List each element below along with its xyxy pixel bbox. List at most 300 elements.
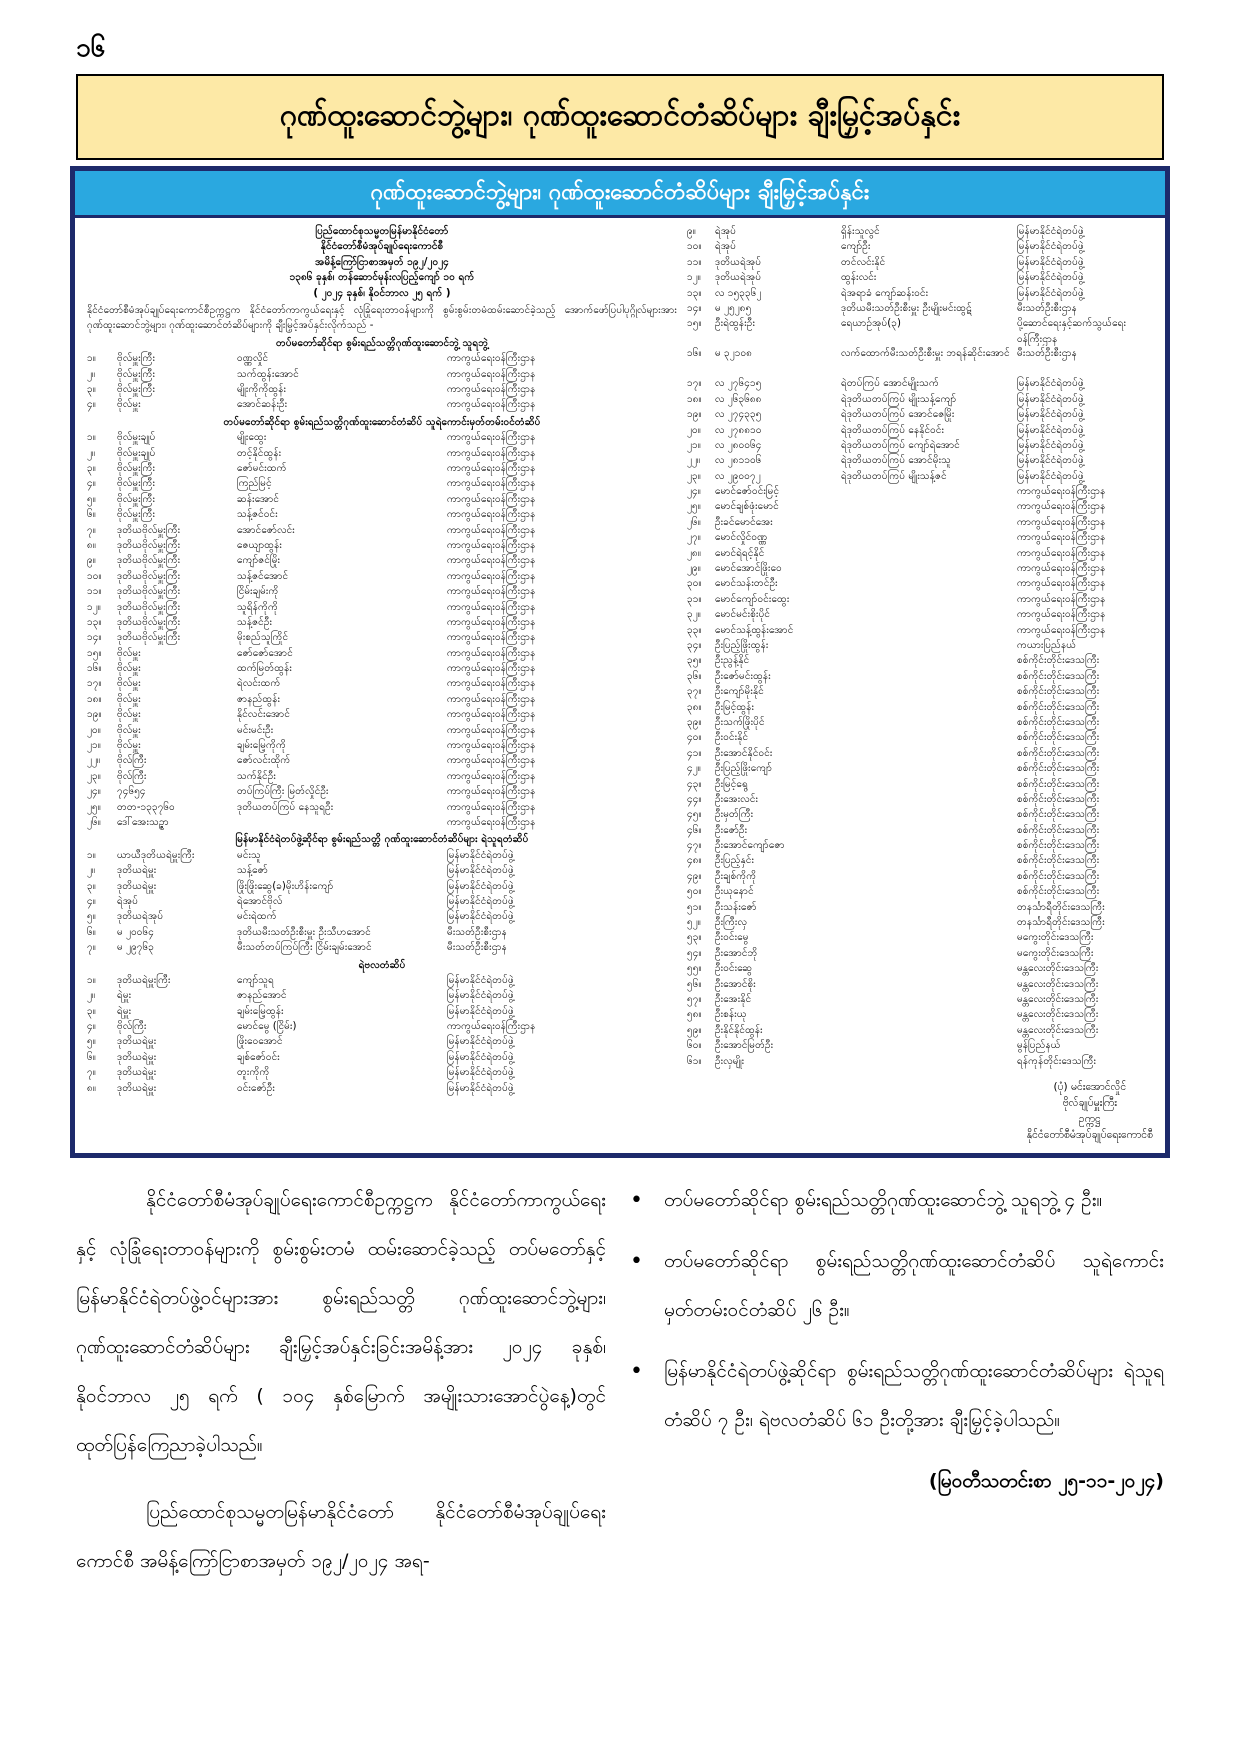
row-number: ၄၉။ [687, 870, 702, 882]
row-name: ကျော်ဦး [841, 241, 871, 253]
row-number: ၄။ [87, 399, 96, 411]
award-row [87, 848, 677, 863]
row-unit: မြန်မာနိုင်ငံရဲတပ်ဖွဲ့ [447, 1036, 514, 1048]
award-row [687, 992, 1157, 1007]
award-row [87, 446, 677, 461]
row-number: ၁၈။ [87, 693, 102, 705]
row-unit: မွန်ပြည်နယ် [1017, 1040, 1061, 1052]
award-row [687, 515, 1157, 530]
award-row [687, 392, 1157, 407]
row-number: ၄။ [87, 895, 96, 907]
row-name [841, 576, 1017, 591]
row-number: ၅၁။ [687, 901, 702, 913]
signature-line: ဗိုလ်ချုပ်မှူးကြီး [1062, 1097, 1117, 1109]
row-name [841, 746, 1017, 761]
row-rank: မောင်လှိုင်ဝဏ္ဏ [715, 532, 768, 544]
row-number: ၅။ [87, 1036, 96, 1048]
row-unit: ကာကွယ်ရေးဝန်ကြီးဌာန [1017, 547, 1106, 559]
row-rank: ဦးနိုင်နိုင်ထွန်း [715, 1024, 763, 1036]
row-unit: ကာကွယ်ရေးဝန်ကြီးဌာန [447, 616, 536, 628]
row-rank: ဒုတိယဗိုလ်မှူးကြီး [117, 570, 181, 582]
row-name [841, 992, 1017, 1007]
row-number: ၄၄။ [687, 793, 702, 805]
row-rank: ဗိုလ်မှူး [117, 709, 141, 721]
row-number: ၄၇။ [687, 840, 702, 852]
row-rank: ဦးညွန့်နိုင် [715, 655, 750, 667]
row-number: ၉။ [687, 226, 696, 237]
row-unit: စစ်ကိုင်းတိုင်းဒေသကြီး [1017, 655, 1100, 667]
clipping-header: ဂုဏ်ထူးဆောင်ဘွဲ့များ၊ ဂုဏ်ထူးဆောင်တံဆိပ်များ ချီးမြှင့်အပ်နှင်း [75, 171, 1165, 218]
row-unit: မြန်မာနိုင်ငံရဲတပ်ဖွဲ့ [1017, 424, 1084, 436]
row-unit: ကယားပြည်နယ် [1017, 639, 1077, 651]
row-number: ၁၈။ [687, 393, 702, 405]
row-rank: ဦးမှတ်ကြီး [715, 809, 754, 821]
award-row [87, 553, 677, 568]
award-row [687, 930, 1157, 945]
award-row [687, 807, 1157, 822]
row-name [841, 761, 1017, 776]
row-number: ၄၅။ [687, 809, 702, 821]
row-name: ဆန်းအောင် [237, 493, 280, 505]
award-row [687, 423, 1157, 438]
award-row [687, 407, 1157, 422]
award-row [87, 784, 677, 799]
award-row [87, 738, 677, 753]
row-unit: ကာကွယ်ရေးဝန်ကြီးဌာန [1017, 563, 1106, 575]
row-rank: လ ၁၅၃၃၆၂ [715, 287, 762, 299]
row-unit: မြန်မာနိုင်ငံရဲတပ်ဖွဲ့ [447, 1082, 514, 1094]
article-paragraph: ပြည်ထောင်စုသမ္မတမြန်မာနိုင်ငံတော် နိုင်ငံတော်စီမံအုပ်ချုပ်ရေးကောင်စီ အမိန့်ကြော်ငြာစာအမှတ် ၁၉၂/၂၀၂၄ အရ- [76, 1501, 606, 1572]
row-rank: ဗိုလ်မှူး [117, 724, 141, 736]
row-name [841, 792, 1017, 807]
row-rank: ယာယီဒုတိယရဲမှူးကြီး [117, 849, 195, 861]
row-unit: ကာကွယ်ရေးဝန်ကြီးဌာန [447, 755, 536, 767]
row-name: ဇော်မင်းထက် [237, 463, 287, 474]
row-number: ၁၇။ [687, 378, 702, 390]
row-rank: မောင်ဇော်ဝင်းမြင့် [715, 486, 780, 498]
row-number: ၅။ [87, 493, 96, 505]
row-unit: ကာကွယ်ရေးဝန်ကြီးဌာန [447, 384, 536, 396]
row-unit: စစ်ကိုင်းတိုင်းဒေသကြီး [1017, 886, 1100, 898]
row-rank: ဦးအောင်နိုင်ဝင်း [715, 747, 773, 759]
row-name: ရဲတပ်ကြပ် အောင်မျိုးသက် [841, 378, 939, 390]
row-name [841, 807, 1017, 822]
row-unit: မန္တလေးတိုင်းဒေသကြီး [1017, 1009, 1099, 1021]
row-rank: ဒုတိယဗိုလ်မှူးကြီး [117, 586, 181, 598]
row-rank: ဗိုလ်မှူး [117, 399, 141, 411]
award-row [87, 940, 677, 955]
row-rank: ဒုတိယရဲမှူး [117, 1036, 157, 1048]
row-rank: ဒုတိယရဲမှူး [117, 1067, 157, 1079]
award-row [687, 669, 1157, 684]
row-rank: ဦးဝင်းမွေ [715, 932, 749, 944]
row-name: သက်ထွန်းအောင် [237, 368, 299, 380]
row-rank: ဦးအောင်ကျော်ဇော [715, 840, 785, 852]
row-rank: ဒုတိယရဲမှူး [117, 865, 157, 877]
row-unit: မြန်မာနိုင်ငံရဲတပ်ဖွဲ့ [1017, 455, 1084, 467]
signature-line: ဥက္ကဋ္ဌ [1078, 1113, 1101, 1125]
heading-line: ( ၂၀၂၄ ခုနှစ်၊ နိုဝင်ဘာလ ၂၅ ရက် ) [313, 287, 451, 299]
row-unit: မန္တလေးတိုင်းဒေသကြီး [1017, 963, 1099, 975]
row-name: ရဲဒုတိယတပ်ကြပ် မျိုးသန့်ဇင် [841, 470, 947, 482]
row-rank: ဦးမြင့်ထွန်း [715, 701, 755, 713]
row-unit: ကာကွယ်ရေးဝန်ကြီးဌာန [447, 432, 536, 444]
row-number: ၇။ [87, 524, 96, 536]
row-name: ဇာနည်ထွန်း [237, 693, 281, 705]
row-name: ချမ်းမြေ့ကိုကို [237, 740, 286, 752]
row-rank: ၇၄၆၅၄ [117, 786, 146, 798]
row-rank: ဦးဇော်မင်းထွန်း [715, 670, 771, 682]
award-row [687, 592, 1157, 607]
row-rank: ဦးယုနောင် [715, 886, 754, 898]
row-name: ငြိမ်းချမ်းကို [237, 586, 279, 598]
row-rank: ဦးကျော်မိုးနိုင် [715, 686, 764, 698]
row-rank: ဦးအေးနိုင် [715, 993, 752, 1005]
section-title: မြန်မာနိုင်ငံရဲတပ်ဖွဲ့ဆိုင်ရာ စွမ်းရည်သတ္တိ ဂုဏ်ထူးဆောင်တံဆိပ်များ ရဲသူရတံဆိပ် [235, 834, 529, 846]
row-name: ဇော်လင်းထိုက် [237, 755, 291, 767]
award-row [687, 1023, 1157, 1038]
row-number: ၂၈။ [687, 547, 701, 559]
row-rank: မောင်မင်းစိုးပိုင် [715, 609, 771, 621]
row-rank: ရဲမှူး [117, 990, 132, 1002]
award-row [687, 607, 1157, 622]
summary-bullet: • တပ်မတော်ဆိုင်ရာ စွမ်းရည်သတ္တိဂုဏ်ထူးဆောင်ဘွဲ့ သူရဘွဲ့ ၄ ဦး။ [664, 1176, 1164, 1225]
row-unit: မြန်မာနိုင်ငံရဲတပ်ဖွဲ့ [447, 911, 514, 923]
row-number: ၂၃။ [687, 470, 701, 482]
award-row [687, 823, 1157, 838]
row-number: ၄။ [87, 1021, 96, 1033]
row-rank: ဗိုလ်ကြီး [117, 770, 147, 782]
row-rank: မ ၂၅၂၈၅ [715, 302, 752, 314]
row-rank: ဗိုလ်မှူးကြီး [117, 368, 156, 380]
row-unit: ကာကွယ်ရေးဝန်ကြီးဌာန [447, 786, 536, 798]
row-unit: ကာကွယ်ရေးဝန်ကြီးဌာန [447, 368, 536, 380]
summary-bullet: • တပ်မတော်ဆိုင်ရာ စွမ်းရည်သတ္တိဂုဏ်ထူးဆောင်တံဆိပ် သူရဲကောင်းမှတ်တမ်းဝင်တံဆိပ် ၂၆ ဦး။ [664, 1237, 1164, 1335]
row-name [841, 900, 1017, 915]
row-name: ရဲအရာခံ ကျော်ဆန်းဝင်း [841, 287, 929, 299]
row-rank: ရဲမှူး [117, 1005, 132, 1017]
title-box [76, 74, 1164, 160]
row-number: ၁။ [87, 849, 96, 861]
row-rank: မောင်ရဲရင့်နိုင် [715, 547, 765, 559]
row-rank: ဗိုလ်မှူးကြီး [117, 478, 156, 490]
row-name: ဒုတိယတပ်ကြပ် နေသူရဦး [237, 801, 334, 813]
clipping-right-column [687, 224, 1157, 1069]
row-number: ၂၁။ [87, 740, 101, 752]
row-name: သန့်ဇင်အောင် [237, 570, 289, 582]
page-title: ဂုဏ်ထူးဆောင်ဘွဲ့များ၊ ဂုဏ်ထူးဆောင်တံဆိပ်များ ချီးမြှင့်အပ်နှင်း [279, 97, 961, 133]
source-citation: (မြဝတီသတင်းစာ ၂၅-၁၁-၂၀၂၄) [928, 1470, 1164, 1492]
row-unit: မကွေးတိုင်းဒေသကြီး [1017, 932, 1094, 944]
award-row [87, 863, 677, 878]
clipping-left-column [87, 224, 677, 1096]
row-rank: ဒုတိယရဲအုပ် [117, 911, 164, 923]
row-number: ၂။ [87, 865, 96, 877]
row-unit: ကာကွယ်ရေးဝန်ကြီးဌာန [447, 353, 536, 365]
award-row [687, 761, 1157, 776]
award-row [87, 461, 677, 476]
row-number: ၁။ [87, 353, 96, 365]
row-number: ၃။ [87, 1005, 96, 1017]
row-unit: မီးသတ်ဦးစီးဌာန [447, 926, 507, 938]
row-name [841, 930, 1017, 945]
row-rank: မောင်သန်းတင်ဦး [715, 578, 778, 590]
row-rank: ဒုတိယရဲမှူးကြီး [117, 974, 171, 986]
row-name: တင့်နိုင်ထွန်း [237, 447, 282, 459]
row-number: ၂၀။ [687, 424, 701, 436]
award-row [687, 484, 1157, 499]
row-rank: မ ၂၉၇၆၃ [117, 942, 154, 954]
award-row [87, 800, 677, 815]
row-rank: ဦးရဲထွန်းဦး [715, 318, 756, 330]
row-rank: ဗိုလ်မှူးချုပ် [117, 447, 156, 459]
row-name [841, 715, 1017, 730]
article-right-column [628, 1176, 1164, 1506]
award-row [87, 692, 677, 707]
row-unit: ကာကွယ်ရေးဝန်ကြီးဌာန [447, 463, 536, 474]
award-row [87, 492, 677, 507]
row-name: ကျော်သူရ [237, 974, 274, 986]
award-row [687, 869, 1157, 884]
row-number: ၁၄။ [687, 302, 702, 314]
row-unit: ကာကွယ်ရေးဝန်ကြီးဌာန [447, 693, 536, 705]
row-unit: ကာကွယ်ရေးဝန်ကြီးဌာန [1017, 501, 1106, 513]
row-number: ၆။ [87, 926, 96, 938]
row-number: ၂၆။ [87, 816, 101, 828]
row-unit: မန္တလေးတိုင်းဒေသကြီး [1017, 1024, 1099, 1036]
award-row [87, 1034, 677, 1049]
row-rank: ဗိုလ်မှူး [117, 678, 141, 690]
row-number: ၂။ [87, 447, 96, 459]
row-name [841, 700, 1017, 715]
award-row [687, 746, 1157, 761]
award-row [87, 569, 677, 584]
row-rank: ဦးမြင့်ရွေ [715, 778, 749, 790]
row-unit: မြန်မာနိုင်ငံရဲတပ်ဖွဲ့ [1017, 470, 1084, 482]
row-unit: ကာကွယ်ရေးဝန်ကြီးဌာန [447, 570, 536, 582]
signature-line: (ပုံ) မင်းအောင်လှိုင် [1053, 1081, 1127, 1093]
row-number: ၆၁။ [687, 1055, 702, 1067]
row-rank: ဦးပြည့်ဖြိုးကျော် [715, 763, 773, 775]
row-number: ၆။ [87, 1051, 96, 1063]
row-unit: မန္တလေးတိုင်းဒေသကြီး [1017, 978, 1099, 990]
row-number: ၃၇။ [687, 686, 702, 698]
row-number: ၁၂။ [687, 272, 701, 284]
row-name: ဖြိုးဝေအောင် [237, 1036, 283, 1048]
row-name: ကြည်မြင့် [237, 478, 272, 490]
row-rank: ဗိုလ်မှူးကြီး [117, 509, 156, 521]
award-row [687, 623, 1157, 638]
row-number: ၁၁။ [687, 256, 702, 268]
row-name: မင်းမင်းဦး [237, 724, 274, 736]
row-rank: ဗိုလ်မှူးကြီး [117, 353, 156, 365]
award-row [687, 700, 1157, 715]
row-name: ရဲဒုတိယတပ်ကြပ် ကျော်ရဲအောင် [841, 439, 960, 451]
row-unit: ကာကွယ်ရေးဝန်ကြီးဌာန [447, 740, 536, 752]
row-number: ၅၅။ [687, 963, 702, 975]
row-number: ၁။ [87, 432, 96, 444]
row-unit: မြန်မာနိုင်ငံရဲတပ်ဖွဲ့ [447, 895, 514, 907]
row-rank: လ ၂၈၁၁၀၆ [715, 455, 762, 467]
row-number: ၂၄။ [87, 786, 101, 798]
row-number: ၅၂။ [687, 917, 701, 929]
row-unit: စစ်ကိုင်းတိုင်းဒေသကြီး [1017, 793, 1100, 805]
row-name: မင်းရဲထက် [237, 911, 277, 923]
row-number: ၅၈။ [687, 1009, 702, 1021]
signature-block [1027, 1079, 1153, 1143]
page-number: ၁၆ [76, 33, 106, 63]
row-unit: မြန်မာနိုင်ငံရဲတပ်ဖွဲ့ [447, 880, 514, 892]
row-name [237, 815, 447, 830]
row-number: ၈။ [87, 1082, 96, 1094]
row-rank: ဗိုလ်မှူးကြီး [117, 463, 156, 474]
row-name: လက်ထောက်မီးသတ်ဦးစီးမှူး ဘရန်ဆိုင်းအောင် [841, 348, 1010, 360]
award-row [87, 753, 677, 768]
row-name: ရဲဒုတိယတပ်ကြပ် အောင်မိုးသူ [841, 455, 952, 467]
row-unit: မြန်မာနိုင်ငံရဲတပ်ဖွဲ့ [447, 865, 514, 877]
row-unit: ကာကွယ်ရေးဝန်ကြီးဌာန [447, 647, 536, 659]
row-unit: မြန်မာနိုင်ငံရဲတပ်ဖွဲ့ [1017, 272, 1084, 284]
row-number: ၄၃။ [687, 778, 702, 790]
row-number: ၂။ [87, 368, 96, 380]
row-name: မင်းသူ [237, 849, 261, 861]
row-rank: တတ-၁၃၃၇၆၀ [117, 801, 175, 813]
row-unit: ကာကွယ်ရေးဝန်ကြီးဌာန [447, 601, 536, 613]
row-name: ဇာနည်အောင် [237, 990, 287, 1002]
row-name [841, 961, 1017, 976]
row-name: မီးသတ်တပ်ကြပ်ကြီး ငြိမ်းချမ်းအောင် [237, 942, 372, 954]
award-row [87, 600, 677, 615]
row-unit: စစ်ကိုင်းတိုင်းဒေသကြီး [1017, 809, 1100, 821]
row-name: ဝဏ္ဏလှိုင် [237, 353, 269, 365]
award-row [687, 730, 1157, 745]
row-number: ၁၃။ [687, 287, 702, 299]
row-unit: မီးသတ်ဦးစီးဌာန [1017, 348, 1077, 360]
row-number: ၁၀။ [687, 241, 702, 253]
section-title: ရဲဗလတံဆိပ် [358, 959, 406, 971]
row-number: ၅။ [87, 911, 96, 923]
row-rank: ဦးချစ်ကိုကို [715, 870, 757, 882]
row-unit: ကာကွယ်ရေးဝန်ကြီးဌာန [447, 709, 536, 721]
row-name [841, 530, 1017, 545]
award-row [687, 1054, 1157, 1069]
row-name [841, 1023, 1017, 1038]
row-unit: မြန်မာနိုင်ငံရဲတပ်ဖွဲ့ [1017, 439, 1084, 451]
row-unit: မန္တလေးတိုင်းဒေသကြီး [1017, 993, 1099, 1005]
row-name [841, 1007, 1017, 1022]
award-row [87, 584, 677, 599]
row-name: ရဲအောင်ဗိုလ် [237, 895, 283, 907]
row-rank: ဒုတိယဗိုလ်မှူးကြီး [117, 601, 181, 613]
row-number: ၂၀။ [87, 724, 101, 736]
row-unit: ကာကွယ်ရေးဝန်ကြီးဌာန [447, 632, 536, 644]
row-name [841, 607, 1017, 622]
row-unit: ကာကွယ်ရေးဝန်ကြီးဌာန [447, 524, 536, 536]
row-number: ၁၇။ [87, 678, 102, 690]
award-row [87, 351, 677, 366]
award-row [687, 977, 1157, 992]
row-name: မောင်မွေ (ငြိမ်း) [237, 1021, 297, 1033]
award-row [87, 988, 677, 1003]
row-name [841, 684, 1017, 699]
row-name [841, 823, 1017, 838]
row-unit: ကာကွယ်ရေးဝန်ကြီးဌာန [447, 586, 536, 598]
row-number: ၄၈။ [687, 855, 702, 867]
row-unit: ကာကွယ်ရေးဝန်ကြီးဌာန [447, 770, 536, 782]
row-rank: ဒုတိယရဲအုပ် [715, 272, 762, 284]
award-row [87, 1081, 677, 1096]
award-row [87, 630, 677, 645]
award-row [87, 707, 677, 722]
row-name: မျိုးကိုကိုထွန်း [237, 384, 287, 396]
row-name [841, 915, 1017, 930]
row-number: ၁၀။ [87, 570, 102, 582]
row-unit: မြန်မာနိုင်ငံရဲတပ်ဖွဲ့ [447, 974, 514, 986]
award-row [87, 661, 677, 676]
row-unit: မြန်မာနိုင်ငံရဲတပ်ဖွဲ့ [447, 990, 514, 1002]
row-number: ၁၄။ [87, 632, 102, 644]
row-rank: ဦးအောင်စိုး [715, 978, 756, 990]
section-title: တပ်မတော်ဆိုင်ရာ စွမ်းရည်သတ္တိဂုဏ်ထူးဆောင်တံဆိပ် သူရဲကောင်းမှတ်တမ်းဝင်တံဆိပ် [223, 416, 541, 428]
row-number: ၁၉။ [687, 409, 702, 421]
row-unit: စစ်ကိုင်းတိုင်းဒေသကြီး [1017, 855, 1100, 867]
row-unit: စစ်ကိုင်းတိုင်းဒေသကြီး [1017, 778, 1100, 790]
row-name: ဒုတိယမီးသတ်ဦးစီးမှူး ဦးမျိုးမင်းထွဋ် [841, 302, 972, 314]
row-name: ဖြိုးဖြိုးဆွေ(ခ)မိုးဟိန်းကျော် [237, 880, 334, 892]
heading-line: နိုင်ငံတော်စီမံအုပ်ချုပ်ရေးကောင်စီ [320, 241, 444, 253]
award-row [687, 438, 1157, 453]
award-row [687, 884, 1157, 899]
row-name: ချစ်ဇော်ဝင်း [237, 1051, 280, 1063]
row-number: ၄၆။ [687, 824, 702, 836]
row-number: ၃၄။ [687, 639, 702, 651]
row-name: သူရိန်ကိုကို [237, 601, 278, 613]
row-name [841, 592, 1017, 607]
row-name: ဝင်းဇော်ဦး [237, 1082, 275, 1094]
award-row [87, 879, 677, 894]
row-rank: မ ၂၀၀၆၄ [117, 926, 154, 938]
row-name [841, 730, 1017, 745]
row-name [841, 884, 1017, 899]
award-row [687, 530, 1157, 545]
row-unit: ကာကွယ်ရေးဝန်ကြီးဌာန [447, 1021, 536, 1033]
row-number: ၈။ [87, 539, 96, 551]
award-row [87, 925, 677, 940]
row-number: ၃၈။ [687, 701, 702, 713]
row-unit: မြန်မာနိုင်ငံရဲတပ်ဖွဲ့ [1017, 287, 1084, 299]
award-row [87, 909, 677, 924]
row-number: ၃၀။ [687, 578, 702, 590]
row-name [841, 869, 1017, 884]
award-row [87, 382, 677, 397]
award-row [687, 499, 1157, 514]
row-number: ၄၀။ [687, 732, 702, 744]
row-unit: မြန်မာနိုင်ငံရဲတပ်ဖွဲ့ [447, 1005, 514, 1017]
row-unit: မြန်မာနိုင်ငံရဲတပ်ဖွဲ့ [447, 849, 514, 861]
row-unit: မြန်မာနိုင်ငံရဲတပ်ဖွဲ့ [1017, 409, 1084, 421]
row-rank: မောင်ကျော်ဝင်းထွေး [715, 593, 790, 605]
award-row [687, 561, 1157, 576]
award-row [87, 723, 677, 738]
row-unit: မြန်မာနိုင်ငံရဲတပ်ဖွဲ့ [447, 1051, 514, 1063]
summary-bullet: • မြန်မာနိုင်ငံရဲတပ်ဖွဲ့ဆိုင်ရာ စွမ်းရည်သတ္တိဂုဏ်ထူးဆောင်တံဆိပ်များ ရဲသူရတံဆိပ် ၇ ဦး၊ ရဲဗလတံဆိပ် ၆၁ ဦးတို့အား ချီးမြှင့်ခဲ့ပါသည်။ [664, 1347, 1164, 1445]
row-rank: ဦးဝင်းနိုင် [715, 732, 749, 744]
award-row [687, 915, 1157, 930]
row-rank: ဒုတိယဗိုလ်မှူးကြီး [117, 632, 181, 644]
article-paragraph: နိုင်ငံတော်စီမံအုပ်ချုပ်ရေးကောင်စီဥက္ကဋ္ဌက နိုင်ငံတော်ကာကွယ်ရေးနှင့် လုံခြုံရေးတာဝန်များကို စွမ်းစွမ်းတမံ ထမ်းဆောင်ခဲ့သည့် တပ်မတော်နှင့် မြန်မာနိုင်ငံရဲတပ်ဖွဲ့ဝင်များအား စွမ်းရည်သတ္တိ ဂုဏ်ထူးဆောင်ဘွဲ့များ၊ ဂုဏ်ထူးဆောင်တံဆိပ်များ ချီးမြှင့်အပ်နှင်းခြင်းအမိန့်အား ၂၀၂၄ ခုနှစ်၊ နိုဝင်ဘာလ ၂၅ ရက် ( ၁၀၄ နှစ်မြောက် အမျိုးသားအောင်ပွဲနေ့)တွင် ထုတ်ပြန်ကြေညာခဲ့ပါသည်။ [76, 1189, 606, 1456]
row-rank: ဒုတိယရဲမှူး [117, 880, 157, 892]
row-name: ရဲဒုတိယတပ်ကြပ် နေနိုင်ဝင်း [841, 424, 945, 436]
